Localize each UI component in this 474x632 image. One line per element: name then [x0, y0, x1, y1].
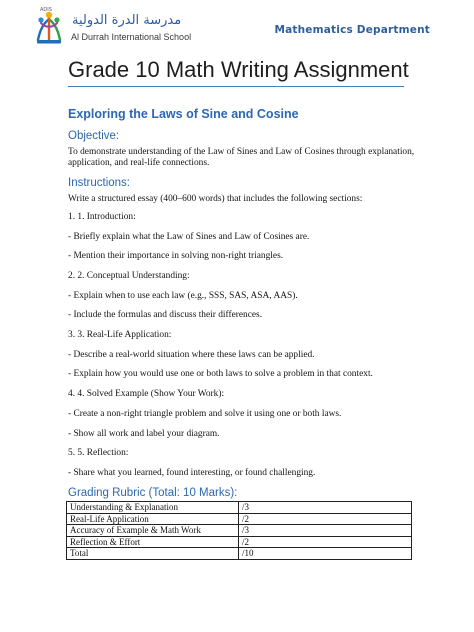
grading-rubric-table [66, 501, 412, 560]
section-detail: - Share what you learned, found interesting, or found challenging. [68, 468, 316, 478]
section-item: 5. 5. Reflection: [68, 448, 129, 458]
page-title: Grade 10 Math Writing Assignment [68, 57, 409, 82]
objective-line: application, and real-life connections. [68, 158, 210, 168]
logo-badge-text: ADIS [40, 7, 52, 13]
section-detail: - Show all work and label your diagram. [68, 429, 220, 439]
rubric-criterion: Total [67, 548, 239, 560]
rubric-marks: /2 [239, 536, 412, 548]
section-detail: - Mention their importance in solving non-right triangles. [68, 251, 284, 261]
table-row [67, 548, 412, 560]
rubric-criterion: Understanding & Explanation [67, 502, 239, 514]
table-row [67, 536, 412, 548]
school-name-english: Al Durrah International School [71, 32, 192, 42]
section-detail: - Explain when to use each law (e.g., SSS, SAS, ASA, AAS). [68, 291, 298, 301]
section-detail: - Explain how you would use one or both laws to solve a problem in that context. [68, 369, 373, 379]
rubric-criterion: Real-Life Application [67, 513, 239, 525]
instructions-intro: Write a structured essay (400–600 words) that includes the following sections: [68, 194, 363, 204]
table-row [67, 525, 412, 537]
title-divider [68, 86, 404, 87]
rubric-marks: /3 [239, 525, 412, 537]
section-detail: - Include the formulas and discuss their differences. [68, 310, 263, 320]
section-detail: - Create a non-right triangle problem and solve it using one or both laws. [68, 409, 342, 419]
department-label: Mathematics Department [274, 24, 430, 36]
section-item: 4. 4. Solved Example (Show Your Work): [68, 389, 225, 399]
school-logo-icon [34, 10, 64, 44]
table-row [67, 513, 412, 525]
rubric-marks: /10 [239, 548, 412, 560]
section-item: 3. 3. Real-Life Application: [68, 330, 172, 340]
rubric-criterion: Reflection & Effort [67, 536, 239, 548]
section-item: 2. 2. Conceptual Understanding: [68, 271, 190, 281]
school-name-arabic: مدرسة الدرة الدولية [72, 13, 182, 28]
objective-line: To demonstrate understanding of the Law of Sines and Law of Cosines through explanation, [68, 147, 415, 157]
section-detail: - Briefly explain what the Law of Sines and Law of Cosines are. [68, 232, 310, 242]
rubric-marks: /2 [239, 513, 412, 525]
assignment-subtitle: Exploring the Laws of Sine and Cosine [68, 107, 299, 121]
table-row [67, 502, 412, 514]
instructions-heading: Instructions: [68, 177, 130, 189]
rubric-criterion: Accuracy of Example & Math Work [67, 525, 239, 537]
rubric-heading: Grading Rubric (Total: 10 Marks): [68, 487, 238, 499]
section-detail: - Describe a real-world situation where these laws can be applied. [68, 350, 315, 360]
rubric-marks: /3 [239, 502, 412, 514]
section-item: 1. 1. Introduction: [68, 212, 136, 222]
objective-heading: Objective: [68, 130, 120, 142]
